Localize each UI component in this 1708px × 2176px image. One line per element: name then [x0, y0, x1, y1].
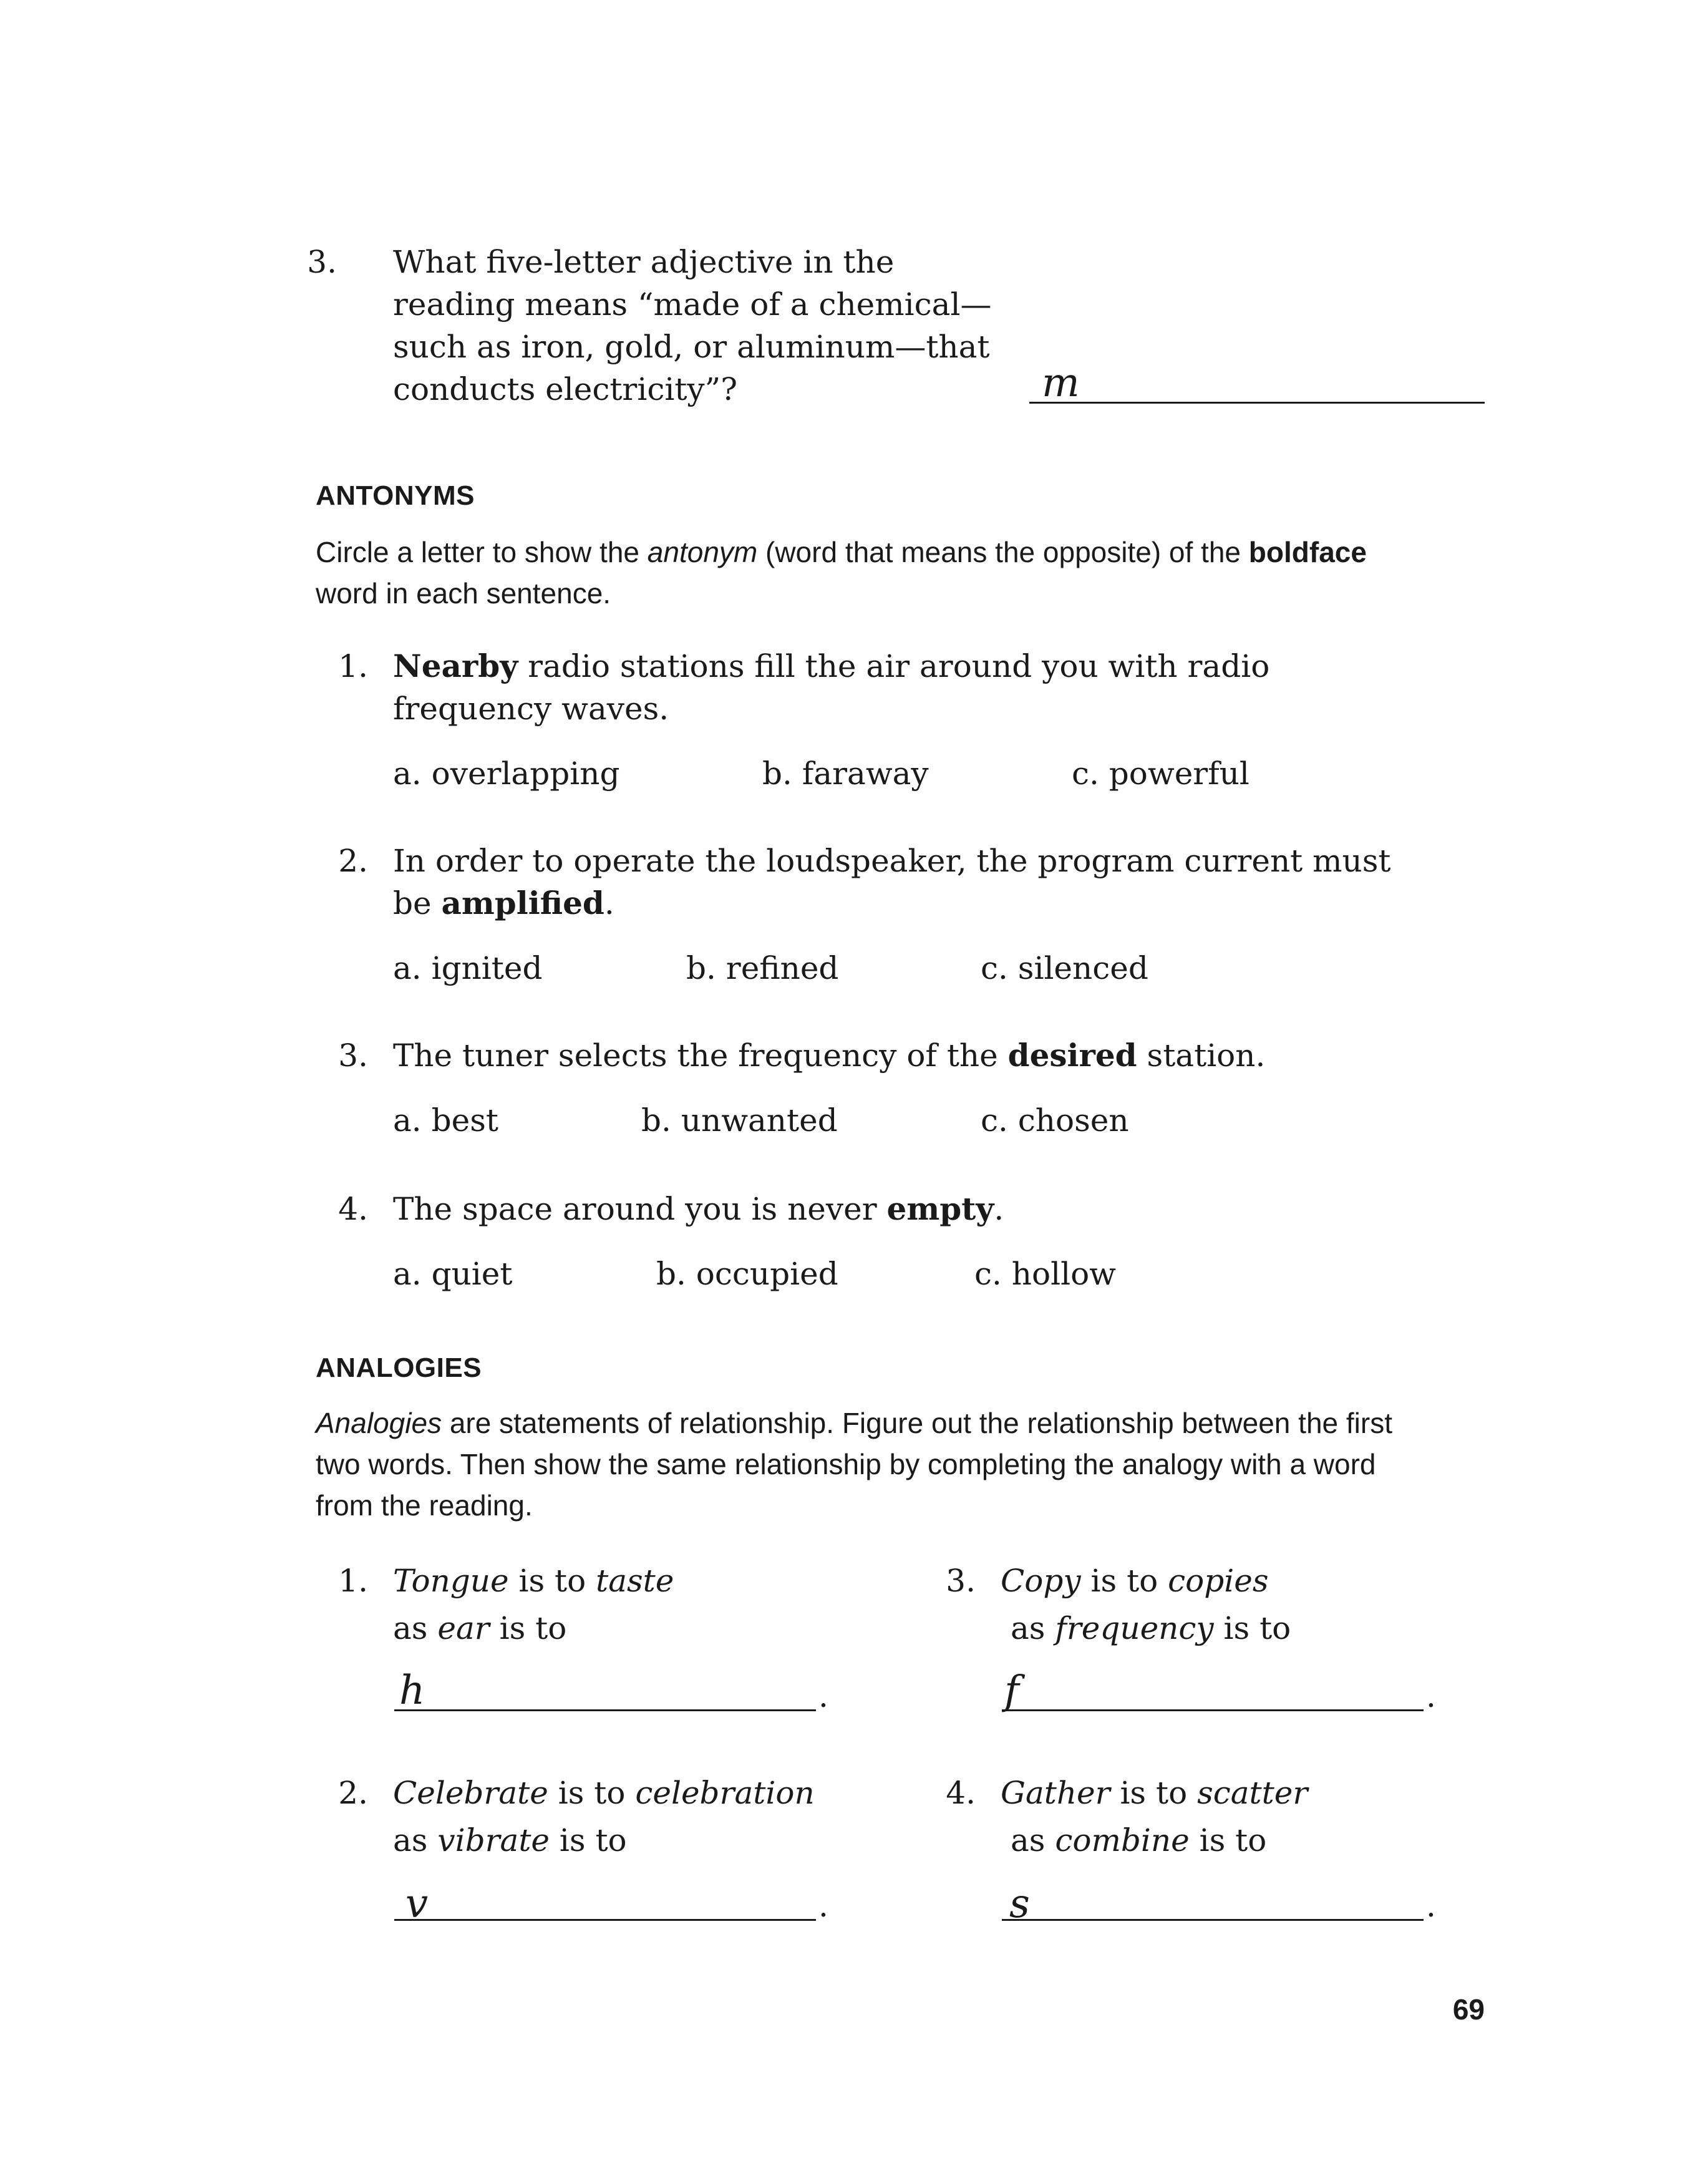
antonyms-instructions-line2: word in each sentence. — [316, 577, 611, 610]
analogies-instructions-line3: from the reading. — [316, 1489, 533, 1522]
option-a[interactable]: a. overlapping — [393, 755, 620, 792]
analogy-word: scatter — [1197, 1775, 1308, 1811]
question-line: reading means “made of a chemical— — [393, 286, 992, 323]
analogy-word: Celebrate — [393, 1775, 548, 1811]
period: . — [818, 1888, 828, 1924]
analogy-text: as — [393, 1610, 438, 1646]
boldface-word: amplified — [441, 885, 604, 921]
analogy-text: is to — [1189, 1822, 1267, 1858]
analogy-word: Gather — [1001, 1775, 1110, 1811]
option-c[interactable]: c. chosen — [981, 1102, 1129, 1139]
boldface-word: empty — [886, 1190, 994, 1227]
analogy-text: is to — [548, 1775, 636, 1811]
option-c[interactable]: c. powerful — [1072, 755, 1249, 792]
analogy-text: is to — [1213, 1610, 1291, 1646]
answer-hint-letter: f — [1004, 1668, 1019, 1714]
option-c[interactable]: c. hollow — [974, 1256, 1116, 1292]
question-line: What five-letter adjective in the — [393, 244, 895, 280]
answer-blank[interactable] — [1029, 402, 1485, 404]
answer-hint-letter: h — [399, 1668, 425, 1714]
analogy-line1 — [393, 1772, 815, 1814]
analogy-word: taste — [596, 1563, 674, 1599]
answer-blank[interactable] — [1002, 1709, 1424, 1711]
period: . — [818, 1678, 828, 1714]
sentence-text: . — [604, 885, 614, 921]
instr-italic: antonym — [647, 536, 758, 568]
answer-hint-letter: v — [405, 1881, 429, 1927]
period: . — [1426, 1888, 1436, 1924]
instr-text: (word that means the opposite) of the — [757, 536, 1249, 568]
analogy-line2 — [1011, 1607, 1291, 1649]
analogy-word: combine — [1055, 1822, 1190, 1858]
antonyms-heading: ANTONYMS — [316, 480, 475, 511]
analogy-line2 — [393, 1607, 566, 1649]
period: . — [1426, 1678, 1436, 1714]
option-c[interactable]: c. silenced — [981, 950, 1148, 986]
analogy-text: is to — [1110, 1775, 1198, 1811]
analogy-text: is to — [550, 1822, 627, 1858]
answer-hint-letter: s — [1009, 1881, 1030, 1927]
item-sentence — [393, 645, 1269, 687]
antonyms-instructions — [316, 532, 1367, 573]
analogy-line1 — [1001, 1772, 1308, 1814]
sentence-text: station. — [1137, 1037, 1266, 1074]
analogy-line1 — [1001, 1560, 1269, 1602]
analogies-heading: ANALOGIES — [316, 1353, 482, 1383]
item-sentence-line2 — [393, 882, 614, 925]
page-number: 69 — [1452, 1993, 1485, 2026]
question-line: conducts electricity”? — [393, 371, 738, 407]
sentence-text: . — [994, 1191, 1004, 1227]
analogy-word: frequency — [1055, 1610, 1214, 1646]
analogy-word: copies — [1168, 1563, 1269, 1599]
analogy-text: as — [1011, 1610, 1055, 1646]
item-number: 2. — [338, 843, 368, 879]
answer-blank[interactable] — [394, 1919, 816, 1921]
item-sentence — [393, 1188, 1004, 1230]
instr-bold: boldface — [1248, 536, 1367, 568]
analogy-text: is to — [508, 1563, 596, 1599]
item-number: 3. — [946, 1563, 976, 1599]
option-a[interactable]: a. quiet — [393, 1256, 513, 1292]
boldface-word: Nearby — [393, 648, 518, 684]
analogies-instructions — [316, 1402, 1392, 1444]
analogy-word: Tongue — [393, 1563, 509, 1599]
answer-hint-letter: m — [1042, 360, 1080, 406]
analogy-text: is to — [1080, 1563, 1168, 1599]
option-b[interactable]: b. unwanted — [641, 1102, 838, 1139]
analogy-text: as — [393, 1822, 438, 1858]
analogy-line2 — [393, 1819, 627, 1862]
item-number: 1. — [338, 1563, 368, 1599]
analogies-instructions-line2: two words. Then show the same relationship by completing the analogy with a word — [316, 1448, 1376, 1480]
analogy-word: celebration — [635, 1775, 815, 1811]
analogy-text: as — [1011, 1822, 1055, 1858]
question-line: such as iron, gold, or aluminum—that — [393, 329, 990, 365]
question-number: 3. — [307, 244, 337, 280]
analogy-word: vibrate — [437, 1822, 550, 1858]
item-number: 1. — [338, 648, 368, 684]
instr-text: are statements of relationship. Figure out the relationship between the first — [442, 1407, 1392, 1439]
answer-blank[interactable] — [1002, 1919, 1424, 1921]
instr-text: Circle a letter to show the — [316, 536, 648, 568]
item-number: 4. — [338, 1191, 368, 1227]
option-a[interactable]: a. best — [393, 1102, 498, 1139]
boldface-word: desired — [1007, 1037, 1137, 1074]
analogy-word: Copy — [1001, 1563, 1081, 1599]
analogy-word: ear — [437, 1610, 490, 1646]
item-number: 4. — [946, 1775, 976, 1811]
sentence-text: radio stations fill the air around you with radio — [518, 648, 1270, 684]
analogy-text: is to — [489, 1610, 567, 1646]
instr-italic: Analogies — [316, 1407, 442, 1439]
sentence-text: The tuner selects the frequency of the — [393, 1037, 1008, 1074]
answer-blank[interactable] — [394, 1709, 816, 1711]
option-b[interactable]: b. occupied — [656, 1256, 838, 1292]
option-b[interactable]: b. faraway — [762, 755, 929, 792]
option-b[interactable]: b. refined — [686, 950, 839, 986]
item-number: 3. — [338, 1037, 368, 1074]
item-sentence: In order to operate the loudspeaker, the program current must — [393, 843, 1391, 879]
option-a[interactable]: a. ignited — [393, 950, 543, 986]
analogy-line2 — [1011, 1819, 1266, 1862]
analogy-line1 — [393, 1560, 674, 1602]
sentence-text: The space around you is never — [393, 1191, 887, 1227]
sentence-text: be — [393, 885, 442, 921]
item-sentence — [393, 1034, 1265, 1077]
item-number: 2. — [338, 1775, 368, 1811]
item-sentence-line2: frequency waves. — [393, 691, 669, 727]
